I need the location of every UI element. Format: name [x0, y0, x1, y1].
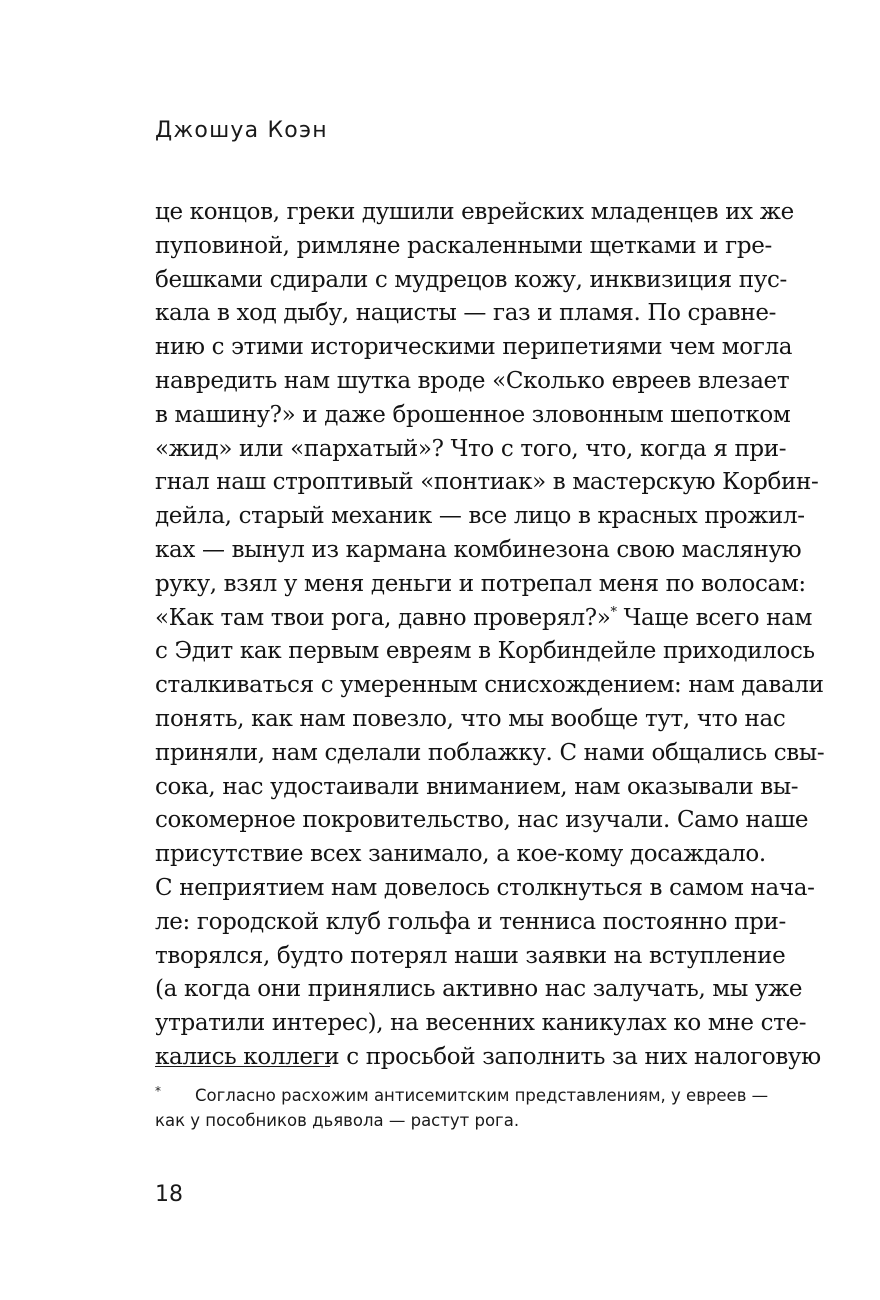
text-line: сока, нас удостаивали вниманием, нам оказывали вы- [155, 773, 799, 800]
text-line-head: «Как там твои рога, давно проверял?» [155, 604, 611, 631]
text-line: приняли, нам сделали поблажку. С нами общались свы- [155, 739, 825, 766]
text-line: навредить нам шутка вроде «Сколько евреев влезает [155, 367, 790, 394]
text-line: С неприятием нам довелось столкнуться в самом нача- [155, 874, 815, 901]
text-line: (а когда они принялись активно нас залучать, мы уже [155, 976, 803, 1003]
footnote-marker: * [155, 1084, 161, 1098]
body-text [155, 196, 825, 1075]
text-line: гнал наш строптивый «понтиак» в мастерскую Корбин- [155, 469, 819, 496]
text-line: в машину?» и даже брошенное зловонным шепотком [155, 401, 791, 428]
text-line: бешками сдирали с мудрецов кожу, инквизиция пус- [155, 266, 787, 293]
text-line: сталкиваться с умеренным снисхождением: нам давали [155, 672, 824, 699]
text-line: понять, как нам повезло, что мы вообще тут, что нас [155, 705, 786, 732]
text-line-tail: Чаще всего нам [616, 604, 813, 631]
text-line: сокомерное покровительство, нас изучали. Само наше [155, 807, 809, 834]
text-line: кались коллеги с просьбой заполнить за них налоговую [155, 1043, 821, 1070]
running-head: Джошуа Коэн [155, 118, 328, 143]
footnote-line [155, 1083, 769, 1108]
footnote-line: как у пособников дьявола — растут рога. [155, 1111, 520, 1130]
text-line: кала в ход дыбу, нацисты — газ и пламя. По сравне- [155, 300, 777, 327]
page-number: 18 [155, 1182, 183, 1207]
footnote-text: Согласно расхожим антисемитским представлениям, у евреев — [195, 1086, 769, 1105]
text-line: дейла, старый механик — все лицо в красных прожил- [155, 503, 805, 530]
text-line: утратили интерес), на весенних каникулах ко мне сте- [155, 1010, 807, 1037]
text-line: присутствие всех занимало, а кое-кому досаждало. [155, 841, 766, 868]
text-line: ках — вынул из кармана комбинезона свою масляную [155, 536, 802, 563]
footnote [155, 1083, 769, 1133]
text-line: с Эдит как первым евреям в Корбиндейле приходилось [155, 638, 815, 665]
text-line: нию с этими историческими перипетиями чем могла [155, 334, 793, 361]
text-line-with-footnote [155, 602, 813, 636]
footnote-reference[interactable]: * [610, 604, 617, 620]
text-line: це концов, греки душили еврейских младенцев их же [155, 199, 794, 225]
footnote-divider [155, 1066, 330, 1067]
text-line: пуповиной, римляне раскаленными щетками и гре- [155, 232, 772, 259]
text-line: руку, взял у меня деньги и потрепал меня по волосам: [155, 570, 806, 597]
text-line: ле: городской клуб гольфа и тенниса постоянно при- [155, 908, 786, 935]
text-line: творялся, будто потерял наши заявки на вступление [155, 942, 786, 969]
text-line: «жид» или «пархатый»? Что с того, что, когда я при- [155, 435, 787, 462]
